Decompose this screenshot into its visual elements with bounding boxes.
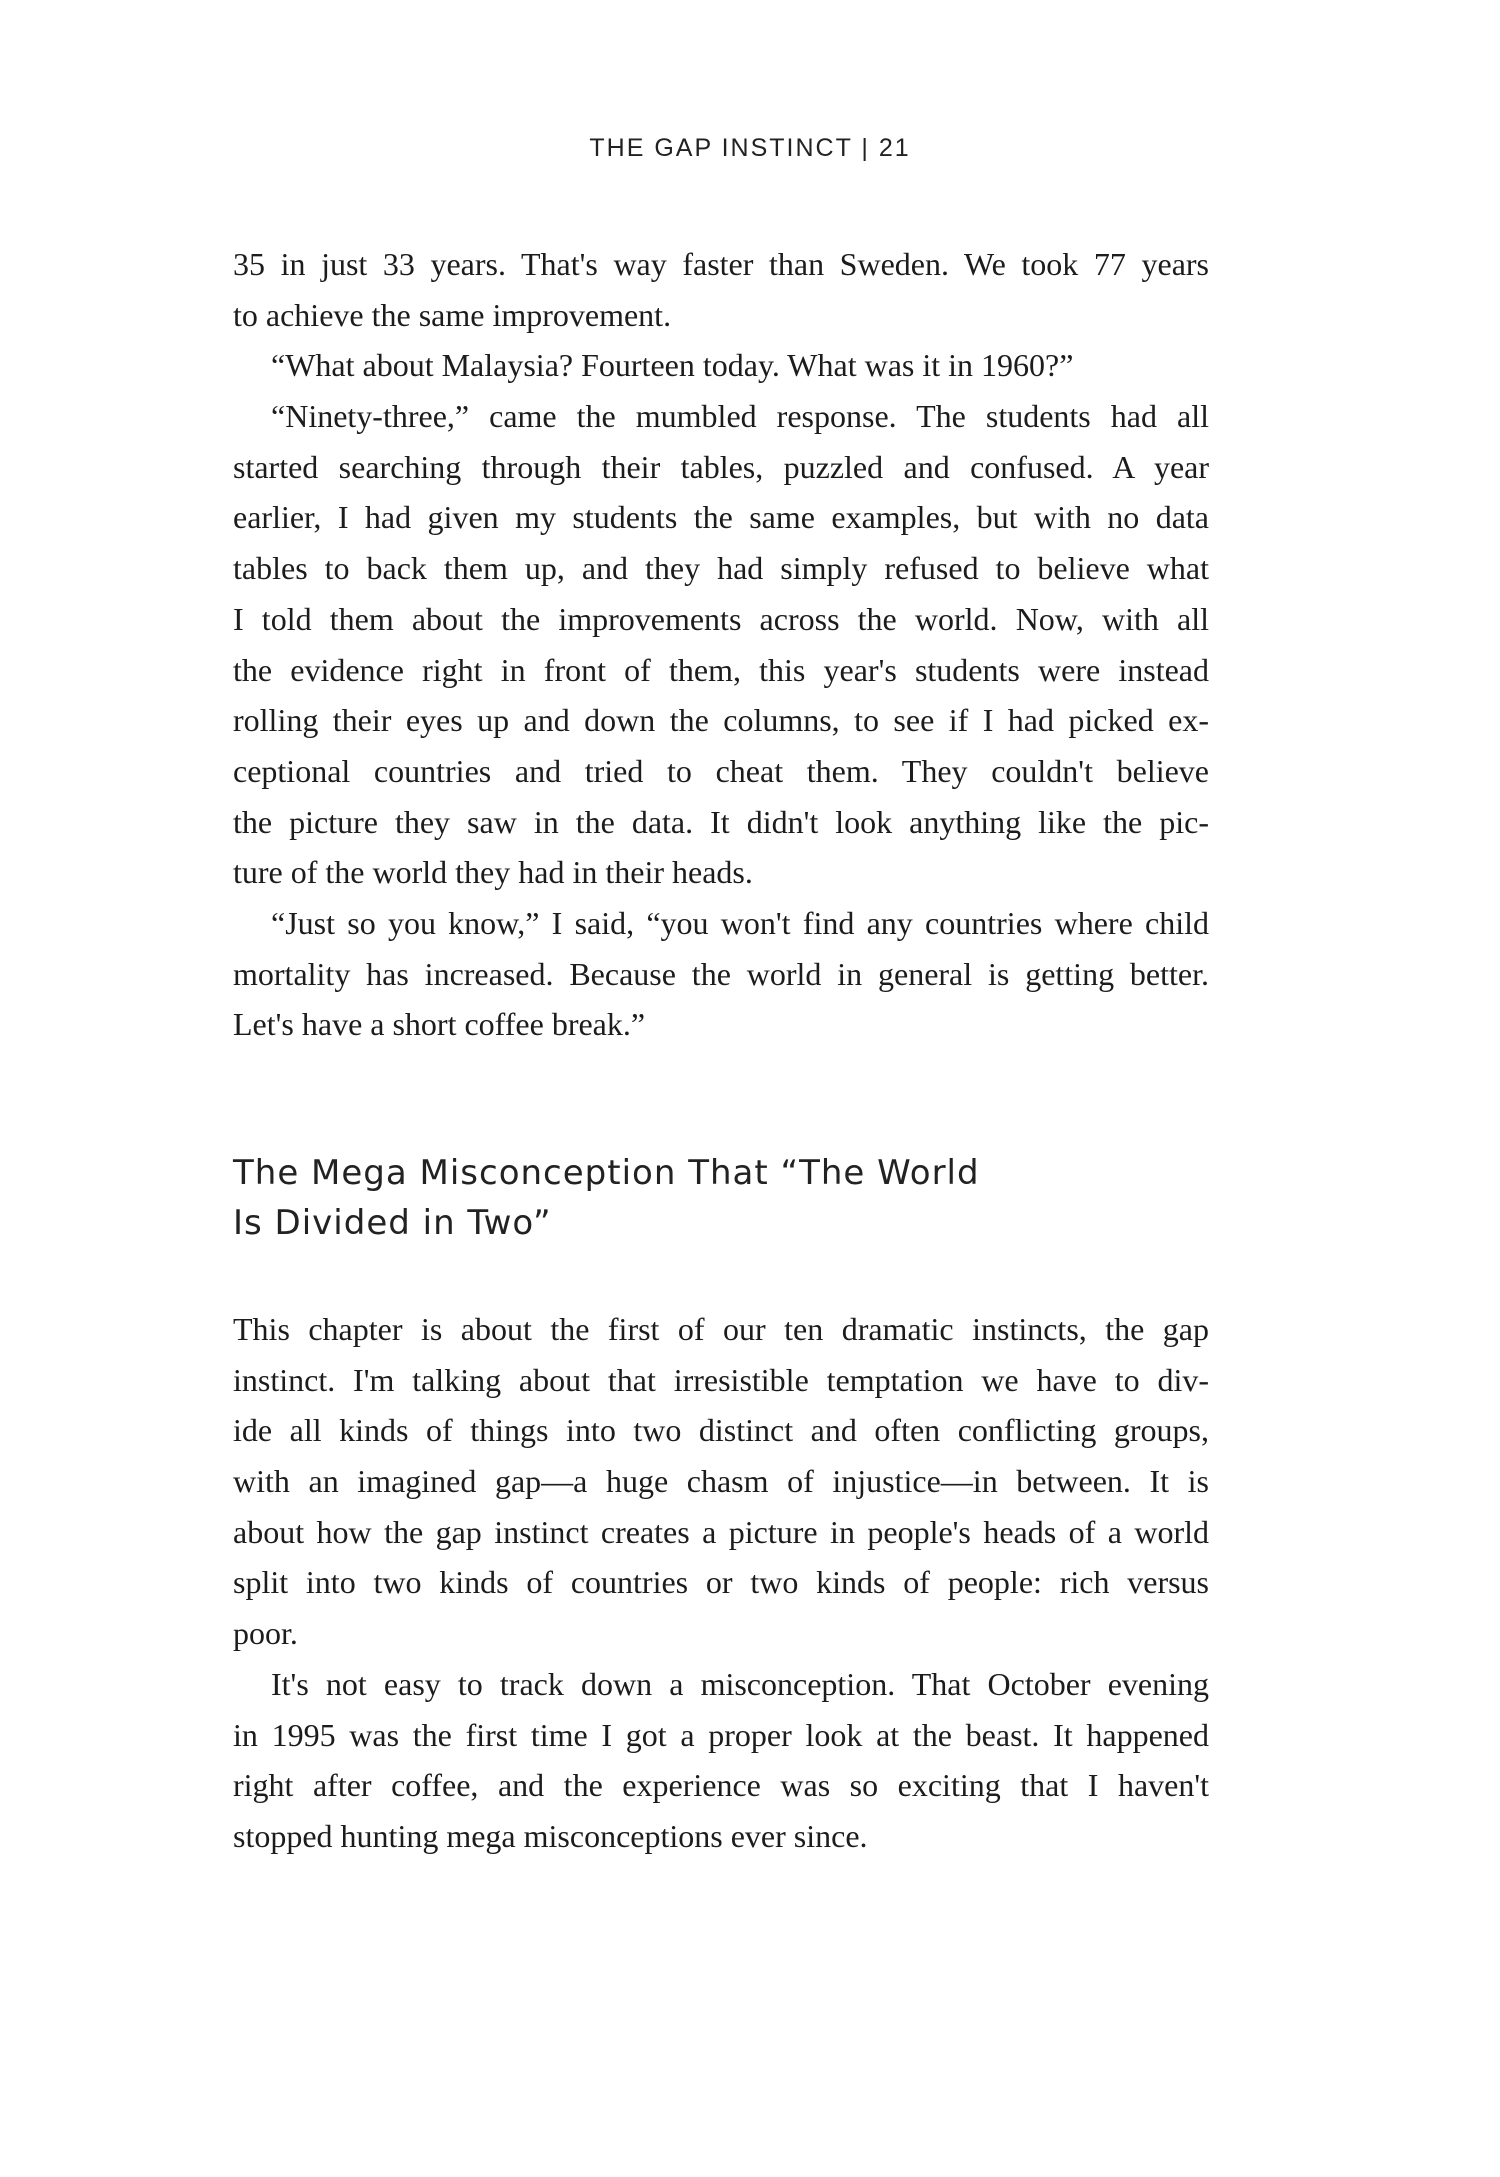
- text-line: ture of the world they had in their heads.: [233, 854, 753, 891]
- text-line: the picture they saw in the data. It didn't look anything like the pic-: [233, 803, 1209, 840]
- text-line: split into two kinds of countries or two kinds of people: rich versus: [233, 1564, 1209, 1601]
- text-line: ceptional countries and tried to cheat them. They couldn't believe: [233, 752, 1209, 789]
- section-heading: [233, 1148, 980, 1248]
- section-heading-line: The Mega Misconception That “The World: [233, 1153, 980, 1193]
- text-line: ide all kinds of things into two distinct and often conflicting groups,: [233, 1412, 1209, 1449]
- text-line: “Just so you know,” I said, “you won't find any countries where child: [271, 904, 1209, 941]
- body-text-section-b: [233, 1304, 1209, 1862]
- body-text-section-a: [233, 239, 1209, 1050]
- text-line: I told them about the improvements across the world. Now, with all: [233, 600, 1209, 637]
- text-line: It's not easy to track down a misconception. That October evening: [271, 1665, 1209, 1702]
- text-line: 35 in just 33 years. That's way faster than Sweden. We took 77 years: [233, 246, 1209, 282]
- paragraph: [233, 898, 1209, 1050]
- paragraph: [233, 1659, 1209, 1862]
- text-line: about how the gap instinct creates a picture in people's heads of a world: [233, 1513, 1209, 1550]
- text-line: started searching through their tables, puzzled and confused. A year: [233, 448, 1209, 485]
- paragraph: [233, 340, 1209, 391]
- text-line: “Ninety-three,” came the mumbled response. The students had all: [271, 398, 1209, 435]
- running-head: THE GAP INSTINCT | 21: [589, 134, 911, 162]
- paragraph: [233, 239, 1209, 340]
- text-line: Let's have a short coffee break.”: [233, 1006, 646, 1043]
- text-line: This chapter is about the first of our ten dramatic instincts, the gap: [233, 1311, 1209, 1347]
- text-line: earlier, I had given my students the same examples, but with no data: [233, 499, 1209, 536]
- text-line: rolling their eyes up and down the columns, to see if I had picked ex-: [233, 702, 1209, 739]
- paragraph: [233, 391, 1209, 898]
- text-line: stopped hunting mega misconceptions ever since.: [233, 1817, 868, 1854]
- text-line: right after coffee, and the experience was so exciting that I haven't: [233, 1767, 1209, 1804]
- text-line: tables to back them up, and they had simply refused to believe what: [233, 550, 1209, 587]
- text-line: mortality has increased. Because the world in general is getting better.: [233, 955, 1209, 992]
- text-line: with an imagined gap—a huge chasm of injustice—in between. It is: [233, 1463, 1209, 1500]
- text-line: “What about Malaysia? Fourteen today. What was it in 1960?”: [271, 347, 1074, 384]
- text-line: to achieve the same improvement.: [233, 296, 672, 333]
- paragraph: [233, 1304, 1209, 1659]
- text-line: the evidence right in front of them, this year's students were instead: [233, 651, 1209, 688]
- text-line: instinct. I'm talking about that irresistible temptation we have to div-: [233, 1361, 1209, 1398]
- text-line: in 1995 was the first time I got a proper look at the beast. It happened: [233, 1716, 1209, 1753]
- section-heading-line: Is Divided in Two”: [233, 1203, 552, 1243]
- text-line: poor.: [233, 1615, 298, 1652]
